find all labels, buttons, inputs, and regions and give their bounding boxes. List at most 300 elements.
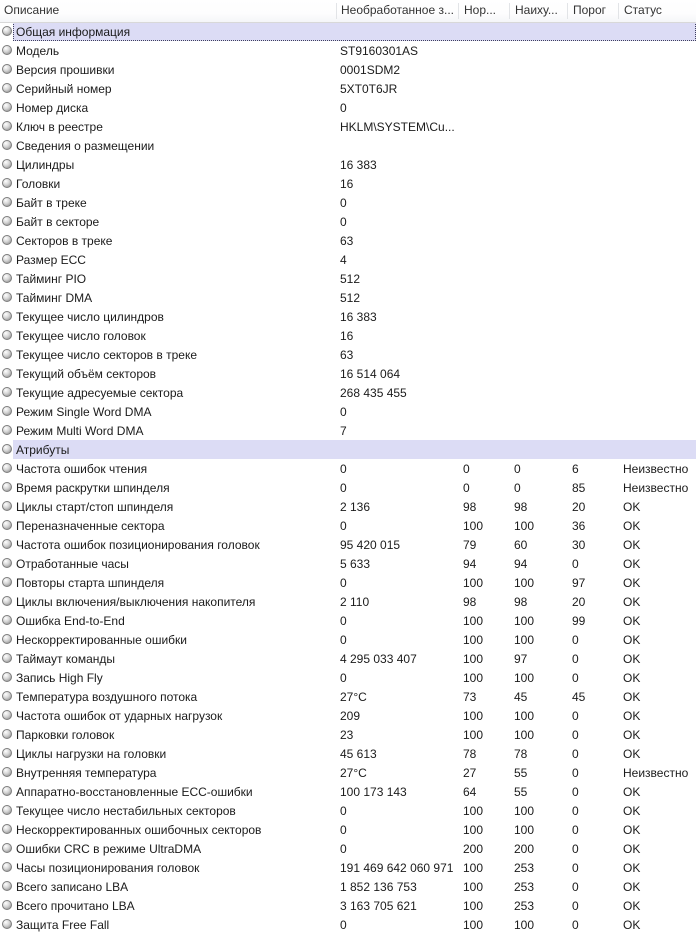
raw-value-cell: 5 633	[340, 557, 371, 571]
worst-cell: 100	[514, 823, 535, 837]
status-cell: OK	[623, 557, 641, 571]
table-row[interactable]	[0, 858, 696, 877]
table-row[interactable]	[0, 269, 696, 288]
row-description-label: Номер диска	[16, 101, 89, 115]
row-description-label: Отработанные часы	[16, 557, 129, 571]
worst-cell: 55	[514, 785, 528, 799]
worst-cell: 98	[514, 595, 528, 609]
table-row[interactable]	[0, 611, 696, 630]
normalized-cell: 100	[463, 652, 484, 666]
threshold-cell: 99	[572, 614, 586, 628]
worst-cell: 253	[514, 861, 535, 875]
row-description-label: Сведения о размещении	[16, 139, 155, 153]
sphere-icon	[2, 653, 12, 663]
raw-value-cell: 7	[340, 424, 347, 438]
sphere-icon	[2, 197, 12, 207]
threshold-cell: 0	[572, 785, 579, 799]
row-description-label: Секторов в треке	[16, 234, 113, 248]
raw-value-cell: 16 383	[340, 310, 377, 324]
status-cell: OK	[623, 747, 641, 761]
table-row[interactable]	[0, 763, 696, 782]
status-cell: Неизвестно	[623, 481, 689, 495]
threshold-cell: 30	[572, 538, 586, 552]
sphere-icon	[2, 710, 12, 720]
sphere-icon	[2, 482, 12, 492]
raw-value-cell: 2 136	[340, 500, 371, 514]
table-row[interactable]	[0, 573, 696, 592]
row-description-label: Частота ошибок чтения	[16, 462, 148, 476]
normalized-cell: 94	[463, 557, 477, 571]
row-description-label: Общая информация	[16, 25, 131, 39]
normalized-cell: 100	[463, 614, 484, 628]
section-row[interactable]	[0, 440, 696, 459]
worst-cell: 100	[514, 671, 535, 685]
status-cell: OK	[623, 500, 641, 514]
worst-cell: 100	[514, 633, 535, 647]
sphere-icon	[2, 824, 12, 834]
column-header-normalized[interactable]: Нор...	[464, 3, 497, 17]
threshold-cell: 0	[572, 671, 579, 685]
table-row[interactable]	[0, 174, 696, 193]
row-description-label: Температура воздушного потока	[16, 690, 198, 704]
table-row[interactable]	[0, 155, 696, 174]
raw-value-cell: 0	[340, 196, 347, 210]
threshold-cell: 0	[572, 823, 579, 837]
table-row[interactable]	[0, 250, 696, 269]
sphere-icon	[2, 273, 12, 283]
raw-value-cell: 16 383	[340, 158, 377, 172]
section-row[interactable]	[0, 22, 696, 41]
raw-value-cell: 0	[340, 671, 347, 685]
status-cell: OK	[623, 785, 641, 799]
status-cell: OK	[623, 880, 641, 894]
row-description-label: Байт в треке	[16, 196, 87, 210]
raw-value-cell: 2 110	[340, 595, 370, 609]
column-header-threshold[interactable]: Порог	[573, 3, 607, 17]
row-description-label: Часы позиционирования головок	[16, 861, 200, 875]
worst-cell: 200	[514, 842, 535, 856]
row-description-label: Текущее число цилиндров	[16, 310, 164, 324]
raw-value-cell: 0001SDM2	[340, 63, 401, 77]
worst-cell: 100	[514, 918, 535, 932]
raw-value-cell: 0	[340, 804, 347, 818]
row-description-label: Всего записано LBA	[16, 880, 129, 894]
raw-value-cell: 0	[340, 842, 347, 856]
table-row[interactable]	[0, 554, 696, 573]
sphere-icon	[2, 558, 12, 568]
worst-cell: 0	[514, 462, 521, 476]
normalized-cell: 0	[463, 462, 470, 476]
raw-value-cell: 512	[340, 272, 361, 286]
table-row[interactable]	[0, 801, 696, 820]
table-row[interactable]	[0, 136, 696, 155]
raw-value-cell: 4	[340, 253, 347, 267]
table-row[interactable]	[0, 345, 696, 364]
sphere-icon	[2, 843, 12, 853]
worst-cell: 94	[514, 557, 528, 571]
raw-value-cell: 1 852 136 753	[340, 880, 417, 894]
row-description-label: Серийный номер	[16, 82, 112, 96]
row-description-label: Нескорректированные ошибки	[16, 633, 187, 647]
table-row[interactable]	[0, 117, 696, 136]
sphere-icon	[2, 539, 12, 549]
raw-value-cell: 191 469 642 060 971	[340, 861, 454, 875]
sphere-icon	[2, 45, 12, 55]
raw-value-cell: 63	[340, 348, 354, 362]
raw-value-cell: 0	[340, 633, 347, 647]
raw-value-cell: 27°C	[340, 690, 367, 704]
column-header-description[interactable]: Описание	[4, 3, 60, 17]
threshold-cell: 0	[572, 557, 579, 571]
normalized-cell: 100	[463, 823, 484, 837]
raw-value-cell: 16	[340, 329, 354, 343]
row-description-label: Ошибка End-to-End	[16, 614, 125, 628]
table-row[interactable]	[0, 516, 696, 535]
column-header-worst[interactable]: Наиху...	[515, 3, 558, 17]
row-description-label: Размер ECC	[16, 253, 86, 267]
worst-cell: 253	[514, 880, 535, 894]
worst-cell: 100	[514, 576, 535, 590]
row-description-label: Всего прочитано LBA	[16, 899, 135, 913]
worst-cell: 55	[514, 766, 528, 780]
table-row[interactable]	[0, 212, 696, 231]
row-description-label: Текущее число нестабильных секторов	[16, 804, 236, 818]
threshold-cell: 0	[572, 709, 579, 723]
raw-value-cell: 5XT0T6JR	[340, 82, 398, 96]
table-row[interactable]	[0, 459, 696, 478]
raw-value-cell: 0	[340, 101, 347, 115]
sphere-icon	[2, 387, 12, 397]
sphere-icon	[2, 729, 12, 739]
normalized-cell: 64	[463, 785, 477, 799]
row-description-label: Байт в секторе	[16, 215, 100, 229]
table-row[interactable]	[0, 877, 696, 896]
table-row[interactable]	[0, 41, 696, 60]
table-row[interactable]	[0, 668, 696, 687]
sphere-icon	[2, 216, 12, 226]
threshold-cell: 85	[572, 481, 586, 495]
row-description-label: Циклы нагрузки на головки	[16, 747, 167, 761]
row-description-label: Тайминг PIO	[16, 272, 87, 286]
sphere-icon	[2, 501, 12, 511]
sphere-icon	[2, 159, 12, 169]
sphere-icon	[2, 444, 12, 454]
column-separator[interactable]	[458, 3, 459, 19]
status-cell: OK	[623, 671, 641, 685]
threshold-cell: 20	[572, 500, 586, 514]
sphere-icon	[2, 140, 12, 150]
sphere-icon	[2, 64, 12, 74]
normalized-cell: 27	[463, 766, 477, 780]
worst-cell: 45	[514, 690, 528, 704]
sphere-icon	[2, 634, 12, 644]
raw-value-cell: HKLM\SYSTEM\Cu...	[340, 120, 455, 134]
normalized-cell: 100	[463, 633, 484, 647]
sphere-icon	[2, 672, 12, 682]
normalized-cell: 100	[463, 709, 484, 723]
table-row[interactable]	[0, 364, 696, 383]
status-cell: OK	[623, 861, 641, 875]
table-row[interactable]	[0, 60, 696, 79]
status-cell: Неизвестно	[623, 462, 689, 476]
raw-value-cell: 0	[340, 519, 347, 533]
sphere-icon	[2, 520, 12, 530]
worst-cell: 100	[514, 804, 535, 818]
row-description-label: Режим Multi Word DMA	[16, 424, 144, 438]
threshold-cell: 0	[572, 899, 579, 913]
normalized-cell: 100	[463, 519, 484, 533]
table-row[interactable]	[0, 687, 696, 706]
row-description-label: Ключ в реестре	[16, 120, 103, 134]
normalized-cell: 78	[463, 747, 477, 761]
table-row[interactable]	[0, 288, 696, 307]
column-separator[interactable]	[567, 3, 568, 19]
table-row[interactable]	[0, 193, 696, 212]
table-row[interactable]	[0, 725, 696, 744]
worst-cell: 98	[514, 500, 528, 514]
table-row[interactable]	[0, 706, 696, 725]
status-cell: OK	[623, 728, 641, 742]
table-row[interactable]	[0, 307, 696, 326]
column-separator[interactable]	[618, 3, 619, 19]
row-description-label: Защита Free Fall	[16, 918, 110, 932]
raw-value-cell: 0	[340, 823, 347, 837]
sphere-icon	[2, 691, 12, 701]
row-description-label: Частота ошибок позиционирования головок	[16, 538, 260, 552]
column-header-row	[0, 0, 696, 23]
column-header-raw-value[interactable]: Необработанное з...	[341, 3, 454, 17]
normalized-cell: 98	[463, 500, 477, 514]
status-cell: Неизвестно	[623, 766, 689, 780]
threshold-cell: 36	[572, 519, 586, 533]
threshold-cell: 0	[572, 842, 579, 856]
table-row[interactable]	[0, 497, 696, 516]
row-description-label: Внутренняя температура	[16, 766, 157, 780]
table-row[interactable]	[0, 326, 696, 345]
status-cell: OK	[623, 899, 641, 913]
status-cell: OK	[623, 519, 641, 533]
table-row[interactable]	[0, 896, 696, 915]
status-cell: OK	[623, 614, 641, 628]
row-description-label: Повторы старта шпинделя	[16, 576, 165, 590]
worst-cell: 100	[514, 519, 535, 533]
raw-value-cell: 268 435 455	[340, 386, 407, 400]
raw-value-cell: 0	[340, 576, 347, 590]
sphere-icon	[2, 425, 12, 435]
raw-value-cell: 209	[340, 709, 361, 723]
sphere-icon	[2, 881, 12, 891]
sphere-icon	[2, 235, 12, 245]
raw-value-cell: 0	[340, 215, 347, 229]
raw-value-cell: 0	[340, 405, 347, 419]
sphere-icon	[2, 292, 12, 302]
raw-value-cell: 63	[340, 234, 354, 248]
sphere-icon	[2, 900, 12, 910]
table-row[interactable]	[0, 744, 696, 763]
threshold-cell: 0	[572, 766, 579, 780]
table-row[interactable]	[0, 649, 696, 668]
threshold-cell: 0	[572, 747, 579, 761]
sphere-icon	[2, 349, 12, 359]
row-description-label: Нескорректированных ошибочных секторов	[16, 823, 262, 837]
normalized-cell: 100	[463, 918, 484, 932]
row-description-label: Режим Single Word DMA	[16, 405, 152, 419]
threshold-cell: 0	[572, 804, 579, 818]
raw-value-cell: 4 295 033 407	[340, 652, 417, 666]
status-cell: OK	[623, 842, 641, 856]
sphere-icon	[2, 615, 12, 625]
threshold-cell: 6	[572, 462, 579, 476]
raw-value-cell: ST9160301AS	[340, 44, 419, 58]
sphere-icon	[2, 748, 12, 758]
normalized-cell: 100	[463, 671, 484, 685]
raw-value-cell: 0	[340, 614, 347, 628]
row-description-label: Циклы включения/выключения накопителя	[16, 595, 256, 609]
worst-cell: 97	[514, 652, 528, 666]
rows	[0, 22, 696, 934]
status-cell: OK	[623, 652, 641, 666]
worst-cell: 100	[514, 709, 535, 723]
row-description-label: Циклы старт/стоп шпинделя	[16, 500, 174, 514]
raw-value-cell: 0	[340, 481, 347, 495]
row-description-label: Тайминг DMA	[16, 291, 93, 305]
row-description-label: Цилиндры	[16, 158, 75, 172]
threshold-cell: 20	[572, 595, 586, 609]
sphere-icon	[2, 596, 12, 606]
column-header-status[interactable]: Статус	[624, 3, 662, 17]
sphere-icon	[2, 178, 12, 188]
normalized-cell: 100	[463, 899, 484, 913]
raw-value-cell: 16 514 064	[340, 367, 401, 381]
threshold-cell: 97	[572, 576, 586, 590]
sphere-icon	[2, 919, 12, 929]
worst-cell: 100	[514, 728, 535, 742]
threshold-cell: 0	[572, 728, 579, 742]
raw-value-cell: 45 613	[340, 747, 377, 761]
sphere-icon	[2, 83, 12, 93]
status-cell: OK	[623, 633, 641, 647]
sphere-icon	[2, 577, 12, 587]
normalized-cell: 100	[463, 861, 484, 875]
threshold-cell: 0	[572, 918, 579, 932]
sphere-icon	[2, 330, 12, 340]
status-cell: OK	[623, 804, 641, 818]
sphere-icon	[2, 463, 12, 473]
row-description-label: Ошибки CRC в режиме UltraDMA	[16, 842, 202, 856]
raw-value-cell: 23	[340, 728, 354, 742]
table-row[interactable]	[0, 782, 696, 801]
status-cell: OK	[623, 595, 641, 609]
threshold-cell: 45	[572, 690, 586, 704]
column-separator[interactable]	[509, 3, 510, 19]
worst-cell: 0	[514, 481, 521, 495]
row-description-label: Текущее число секторов в треке	[16, 348, 197, 362]
sphere-icon	[2, 805, 12, 815]
table-row[interactable]	[0, 421, 696, 440]
normalized-cell: 0	[463, 481, 470, 495]
raw-value-cell: 95 420 015	[340, 538, 401, 552]
raw-value-cell: 0	[340, 918, 347, 932]
threshold-cell: 0	[572, 652, 579, 666]
row-description-label: Запись High Fly	[16, 671, 103, 685]
sphere-icon	[2, 786, 12, 796]
status-cell: OK	[623, 823, 641, 837]
sphere-icon	[2, 406, 12, 416]
normalized-cell: 100	[463, 804, 484, 818]
row-description-label: Текущее число головок	[16, 329, 146, 343]
table-row[interactable]	[0, 630, 696, 649]
table-row[interactable]	[0, 402, 696, 421]
normalized-cell: 100	[463, 728, 484, 742]
table-row[interactable]	[0, 98, 696, 117]
row-description-label: Частота ошибок от ударных нагрузок	[16, 709, 223, 723]
worst-cell: 60	[514, 538, 528, 552]
column-separator[interactable]	[336, 3, 337, 19]
threshold-cell: 0	[572, 861, 579, 875]
threshold-cell: 0	[572, 880, 579, 894]
table-row[interactable]	[0, 535, 696, 554]
table-row[interactable]	[0, 383, 696, 402]
worst-cell: 253	[514, 899, 535, 913]
row-description-label: Текущие адресуемые сектора	[16, 386, 184, 400]
sphere-icon	[2, 254, 12, 264]
raw-value-cell: 3 163 705 621	[340, 899, 417, 913]
status-cell: OK	[623, 538, 641, 552]
row-description-label: Парковки головок	[16, 728, 115, 742]
table-row[interactable]	[0, 915, 696, 934]
normalized-cell: 79	[463, 538, 477, 552]
section-highlight	[13, 440, 696, 459]
status-cell: OK	[623, 576, 641, 590]
status-cell: OK	[623, 690, 641, 704]
sphere-icon	[2, 26, 12, 36]
worst-cell: 100	[514, 614, 535, 628]
sphere-icon	[2, 767, 12, 777]
normalized-cell: 200	[463, 842, 484, 856]
row-description-label: Текущий объём секторов	[16, 367, 157, 381]
table-row[interactable]	[0, 478, 696, 497]
table-row[interactable]	[0, 231, 696, 250]
row-description-label: Переназначенные сектора	[16, 519, 165, 533]
normalized-cell: 100	[463, 576, 484, 590]
table-row[interactable]	[0, 79, 696, 98]
row-description-label: Аппаратно-восстановленные ECC-ошибки	[16, 785, 253, 799]
row-description-label: Модель	[16, 44, 60, 58]
raw-value-cell: 16	[340, 177, 354, 191]
worst-cell: 78	[514, 747, 528, 761]
status-cell: OK	[623, 709, 641, 723]
status-cell: OK	[623, 918, 641, 932]
row-description-label: Время раскрутки шпинделя	[16, 481, 170, 495]
sphere-icon	[2, 368, 12, 378]
row-description-label: Атрибуты	[16, 443, 70, 457]
normalized-cell: 100	[463, 880, 484, 894]
row-description-label: Версия прошивки	[16, 63, 115, 77]
normalized-cell: 73	[463, 690, 477, 704]
normalized-cell: 98	[463, 595, 477, 609]
row-description-label: Головки	[16, 177, 61, 191]
table-row[interactable]	[0, 839, 696, 858]
table-row[interactable]	[0, 820, 696, 839]
raw-value-cell: 512	[340, 291, 361, 305]
table-row[interactable]	[0, 592, 696, 611]
raw-value-cell: 100 173 143	[340, 785, 407, 799]
sphere-icon	[2, 121, 12, 131]
row-description-label: Таймаут команды	[16, 652, 116, 666]
threshold-cell: 0	[572, 633, 579, 647]
raw-value-cell: 27°C	[340, 766, 367, 780]
sphere-icon	[2, 862, 12, 872]
